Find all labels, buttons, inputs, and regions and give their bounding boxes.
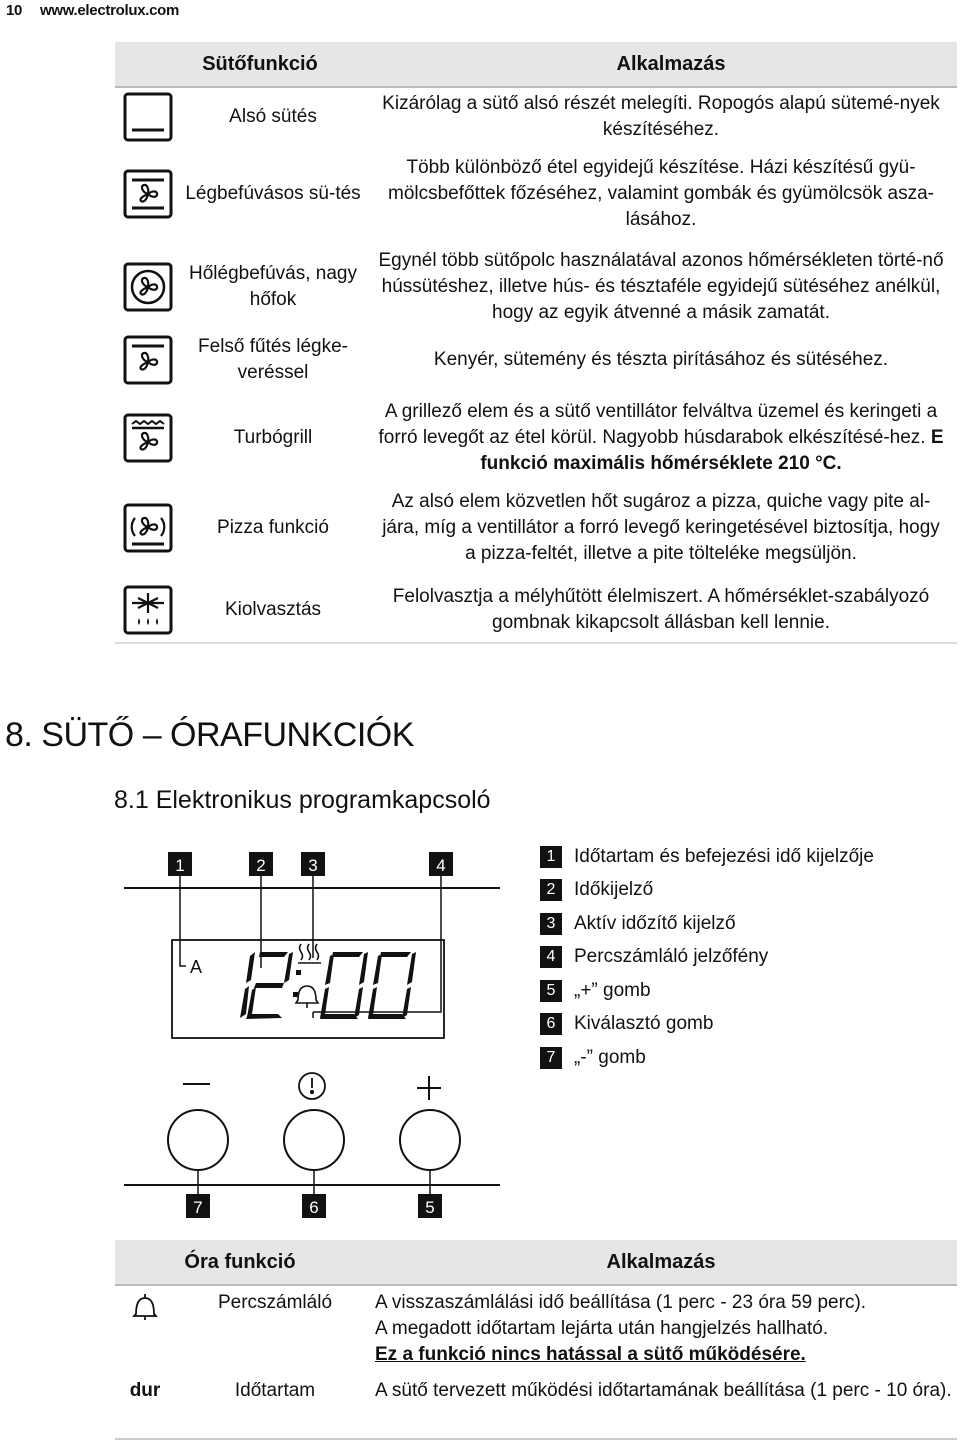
legend-text: Aktív időzítő kijelző [574, 912, 736, 934]
list-item [540, 840, 960, 874]
display-flag-a: A [190, 957, 203, 977]
desc-line: A visszaszámlálási idő beállítása (1 perc - 23 óra 59 perc). [375, 1292, 867, 1313]
minute-minder-bell-icon [296, 986, 318, 1008]
list-item [540, 941, 960, 975]
minus-button[interactable] [168, 1110, 228, 1170]
callout-line-1 [180, 876, 186, 966]
callout-label: 2 [256, 856, 266, 875]
table-row [115, 486, 957, 570]
col-application-header: Alkalmazás [616, 52, 726, 75]
col-clock-function-header: Óra funkció [184, 1250, 296, 1273]
clock-function-desc [375, 1290, 957, 1368]
table-divider [115, 642, 957, 644]
function-desc: Több különböző étel egyidejű készítése. Házi készítésű gyü-mölcsbefőttek főzéséhez, valamint gombák és gyümölcsök asza-lásához. [388, 157, 934, 230]
diagram-legend [540, 840, 960, 1075]
function-desc: Kenyér, sütemény és tészta pirításához és sütéséhez. [433, 349, 889, 370]
select-button[interactable] [284, 1110, 344, 1170]
top-callout-4 [429, 852, 453, 876]
function-name: Hőlégbefúvás, nagy hőfok [189, 263, 357, 310]
legend-text: „-” gomb [574, 1046, 646, 1068]
page-header [6, 2, 179, 19]
section-title: 8. SÜTŐ – ÓRAFUNKCIÓK [5, 716, 414, 754]
callout-label: 1 [175, 856, 185, 875]
legend-text: Időtartam és befejezési idő kijelzője [574, 845, 874, 867]
legend-text: Kiválasztó gomb [574, 1013, 714, 1035]
col-function-header: Sütőfunkció [202, 52, 318, 75]
pizza-icon [122, 502, 174, 554]
table-row [115, 154, 957, 234]
table-row [115, 88, 957, 146]
top-callout-3 [301, 852, 325, 876]
oven-table-header [115, 42, 957, 88]
programmer-diagram-svg [118, 840, 518, 1230]
section-subtitle: 8.1 Elektronikus programkapcsoló [114, 786, 491, 814]
page-number: 10 [6, 2, 23, 19]
function-name: Turbógrill [233, 427, 313, 448]
col-clock-application-header: Alkalmazás [606, 1250, 716, 1273]
legend-number: 3 [540, 913, 562, 935]
bottom-callout-5 [418, 1194, 442, 1218]
function-desc: Az alsó elem közvetlen hőt sugároz a pizza, quiche vagy pite al-jára, míg a ventillátor a forró levegő keringetésével biztosítja, hogy a pizza-feltét, illetve a pite tölteléke megsüljön. [382, 491, 940, 564]
function-name: Felső fűtés légke-veréssel [198, 336, 348, 383]
table-row [115, 242, 957, 332]
callout-label: 5 [425, 1198, 435, 1217]
top-callout-1 [168, 852, 192, 876]
true-fan-icon [122, 261, 174, 313]
function-desc-bold: E funkció maximális hőmérséklete 210 °C. [480, 427, 944, 474]
list-item [540, 1041, 960, 1075]
bottom-heat-icon [122, 91, 174, 143]
list-item [540, 874, 960, 908]
programmer-diagram [118, 840, 518, 1230]
desc-line-bold: Ez a funkció nincs hatással a sütő működésére. [375, 1344, 806, 1365]
clock-icon [299, 1073, 325, 1099]
table-row [115, 396, 957, 480]
bell-icon [132, 1292, 158, 1322]
callout-label: 7 [193, 1198, 203, 1217]
callout-label: 6 [309, 1198, 319, 1217]
legend-number: 6 [540, 1013, 562, 1035]
site-url: www.electrolux.com [39, 2, 180, 19]
legend-text: Időkijelző [574, 879, 654, 901]
clock-function-name: Időtartam [234, 1380, 316, 1401]
bottom-callout-6 [302, 1194, 326, 1218]
table-row [115, 576, 957, 644]
callout-label: 4 [436, 856, 446, 875]
callout-label: 3 [308, 856, 318, 875]
list-item [540, 1008, 960, 1042]
function-name: Alsó sütés [229, 106, 317, 127]
legend-number: 1 [540, 846, 562, 868]
function-desc-text: A grillező elem és a sütő ventillátor felváltva üzemel és keringeti a forró levegőt az étel körül. Nagyobb húsdarabok elkészítésé-hez. [378, 401, 938, 448]
clock-function-name: Percszámláló [217, 1292, 333, 1313]
function-desc: Felolvasztja a mélyhűtött élelmiszert. A hőmérséklet-szabályozó gombnak kikapcsolt állásban kell lennie. [392, 586, 930, 633]
function-desc: Kizárólag a sütő alsó részét melegíti. Ropogós alapú sütemé-nyek készítéséhez. [382, 93, 940, 140]
legend-number: 7 [540, 1047, 562, 1069]
legend-text: „+” gomb [574, 979, 651, 1001]
legend-number: 5 [540, 980, 562, 1002]
table-row [115, 1290, 957, 1368]
legend-number: 2 [540, 879, 562, 901]
function-desc [365, 396, 957, 480]
callout-line-4 [313, 876, 441, 1012]
bottom-callout-7 [186, 1194, 210, 1218]
function-name: Pizza funkció [217, 517, 329, 538]
function-desc: Egynél több sütőpolc használatával azonos hőmérsékleten törté-nő hússütéshez, illetve hús- és tésztaféle egyidejű sütéséhez anélkül, hogy az egyik átvenné a másik zamatát. [378, 250, 944, 323]
desc-line: A megadott időtartam lejárta után hangjelzés hallható. [375, 1318, 829, 1339]
function-name: Kiolvasztás [224, 599, 322, 620]
table-row [115, 1378, 957, 1404]
function-name: Légbefúvásos sü-tés [185, 183, 361, 204]
top-heat-fan-icon [122, 334, 174, 386]
list-item [540, 907, 960, 941]
active-timer-icon [298, 944, 321, 963]
clock-function-desc: A sütő tervezett működési időtartamának beállítása (1 perc - 10 óra). [375, 1380, 952, 1401]
plus-symbol [417, 1076, 441, 1100]
top-callout-2 [249, 852, 273, 876]
clock-table-header [115, 1240, 957, 1286]
plus-button[interactable] [400, 1110, 460, 1170]
table-row [115, 332, 957, 388]
list-item [540, 974, 960, 1008]
turbo-grill-icon [122, 412, 174, 464]
fan-bake-icon [122, 168, 174, 220]
clock-function-table [115, 1240, 957, 1440]
legend-text: Percszámláló jelzőfény [574, 946, 769, 968]
duration-symbol: dur [129, 1380, 161, 1401]
legend-number: 4 [540, 946, 562, 968]
display-time [240, 952, 416, 1019]
defrost-icon [122, 584, 174, 636]
oven-function-table [115, 42, 957, 644]
